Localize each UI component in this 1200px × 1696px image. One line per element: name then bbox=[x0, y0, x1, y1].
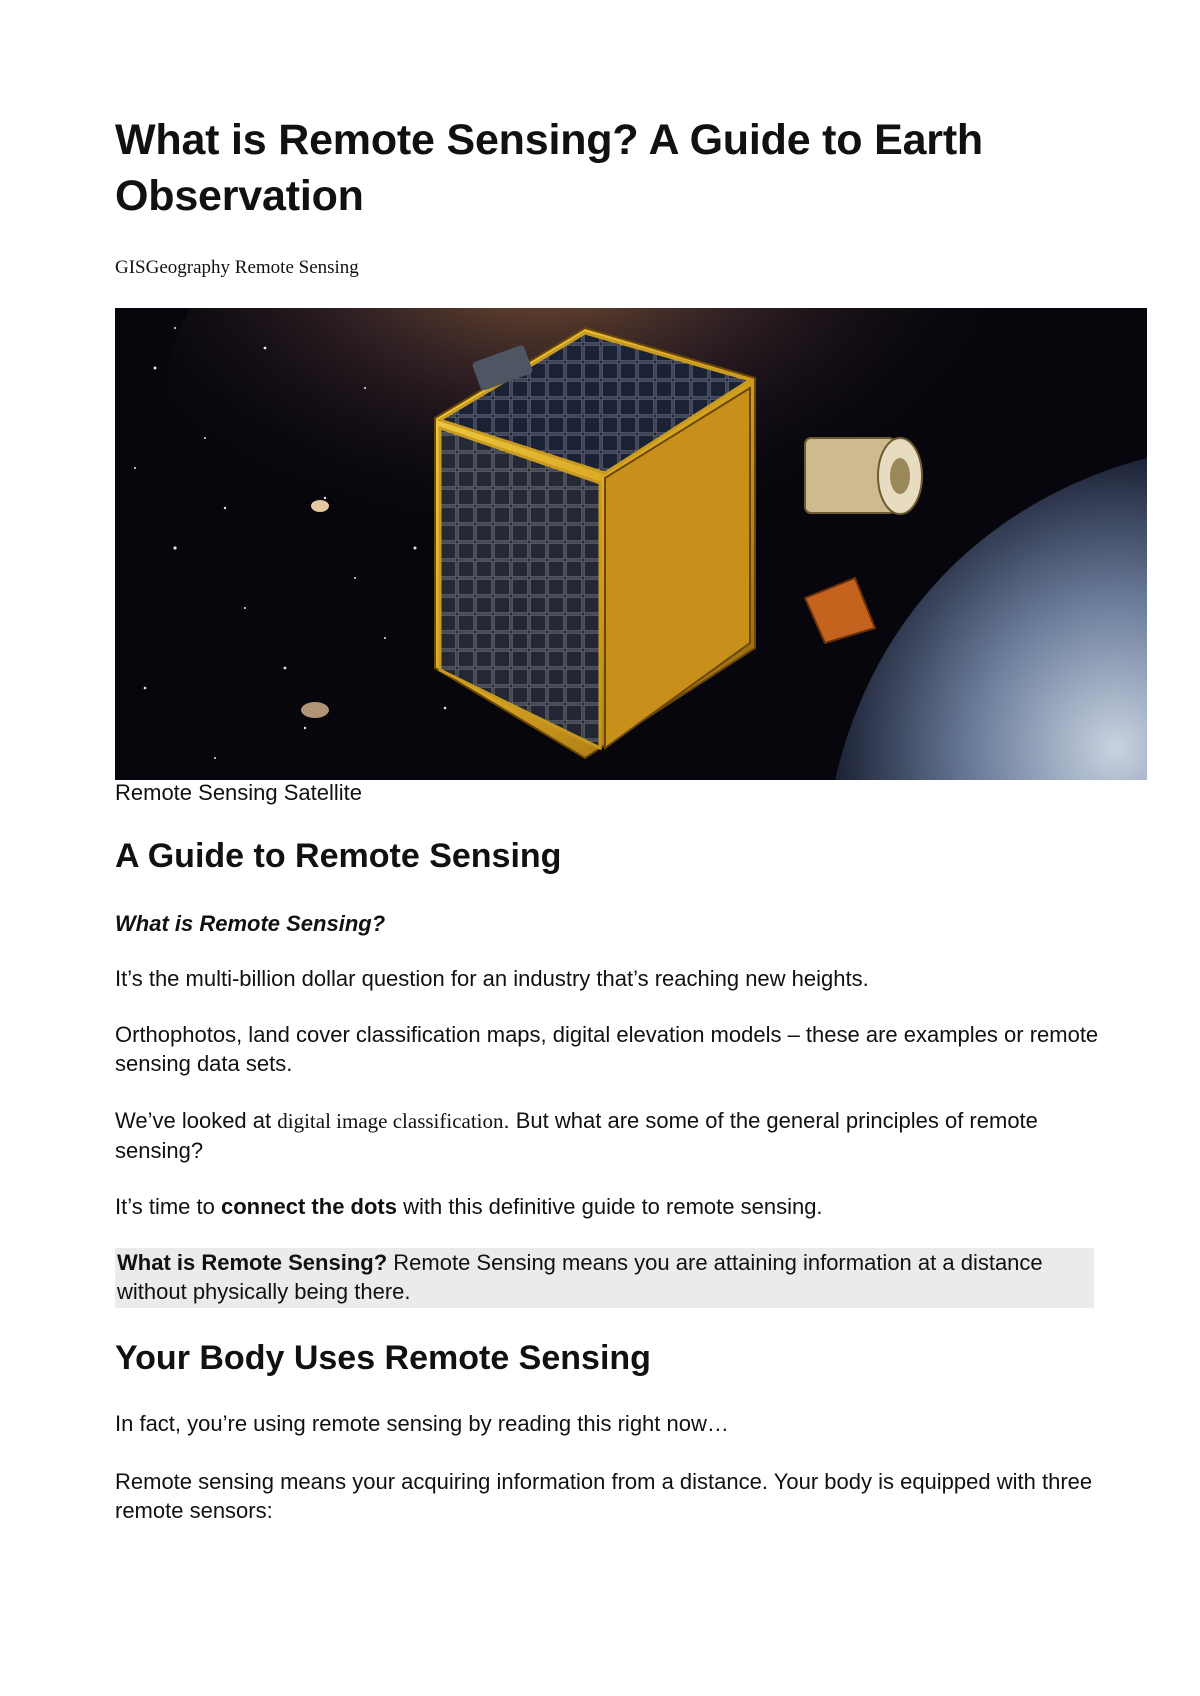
section-heading-guide: A Guide to Remote Sensing bbox=[115, 837, 562, 875]
bold-text: connect the dots bbox=[220, 1194, 397, 1219]
paragraph-text: It’s time to bbox=[115, 1194, 221, 1219]
satellite-illustration bbox=[115, 308, 1147, 780]
paragraph-connect bbox=[115, 1192, 1100, 1221]
callout-label: What is Remote Sensing? bbox=[117, 1250, 388, 1275]
satellite-image bbox=[115, 308, 1147, 780]
paragraph-text: . But what are some of the general principles of remote sensing? bbox=[115, 1108, 1038, 1163]
article-title: What is Remote Sensing? A Guide to Earth Observation bbox=[115, 116, 983, 220]
section-heading-body: Your Body Uses Remote Sensing bbox=[115, 1339, 651, 1377]
paragraph-reading: In fact, you’re using remote sensing by reading this right now… bbox=[115, 1411, 729, 1436]
paragraph-intro: It’s the multi-billion dollar question for an industry that’s reaching new heights. bbox=[115, 966, 869, 991]
paragraph-sensors: Remote sensing means your acquiring information from a distance. Your body is equipped with three remote sensors: bbox=[115, 1469, 1093, 1523]
definition-callout bbox=[115, 1248, 1094, 1308]
callout-text: Remote Sensing means you are attaining information at a distance without physically being there. bbox=[117, 1250, 1043, 1304]
paragraph-examples: Orthophotos, land cover classification maps, digital elevation models – these are examples or remote sensing data sets. bbox=[115, 1022, 1099, 1076]
paragraph-text: We’ve looked at bbox=[115, 1108, 278, 1133]
article-meta: GISGeography Remote Sensing bbox=[115, 257, 359, 278]
section-question: What is Remote Sensing? bbox=[115, 911, 386, 936]
paragraph-text: with this definitive guide to remote sensing. bbox=[396, 1194, 823, 1219]
paragraph-classification bbox=[115, 1106, 1100, 1165]
classification-link[interactable]: digital image classification bbox=[277, 1109, 504, 1133]
image-caption: Remote Sensing Satellite bbox=[115, 780, 363, 805]
